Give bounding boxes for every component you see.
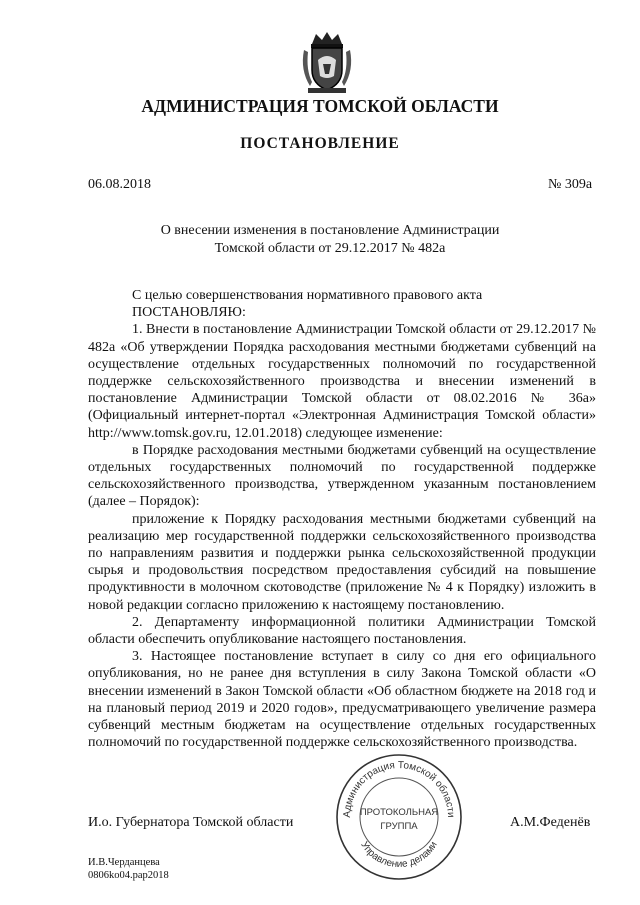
subject-line-1: О внесении изменения в постановление Администрации (160, 223, 500, 238)
organization-title: АДМИНИСТРАЦИЯ ТОМСКОЙ ОБЛАСТИ (141, 96, 499, 116)
protocol-stamp (334, 752, 464, 882)
coat-of-arms-icon (298, 30, 356, 96)
stamp-center-line-2: ГРУППА (380, 821, 418, 832)
signatory-position: И.о. Губернатора Томской области (88, 815, 294, 830)
paragraph-5: 3. Настоящее постановление вступает в силу со дня его официального опубликования, но не ранее дня вступления в силу Закона Томской области «О внесении изменений в Закон Томской области «Об областном бюджете на 2018 год и на плановый период 2019 и 2020 годов», предусматривающего увеличение размера субвенций местным бюджетам на осуществление отдельных государственных полномочий по государственной поддержке сельскохозяйственного производства. (88, 649, 596, 751)
executor-file: 0806ko04.pap2018 (88, 870, 169, 881)
document-subject (140, 222, 520, 258)
paragraph-4: 2. Департаменту информационной политики Администрации Томской области обеспечить опубликование настоящего постановления. (88, 614, 596, 648)
paragraph-2: в Порядке расходования местными бюджетами субвенций на осуществление отдельных государственных полномочий по государственной поддержке сельскохозяйственного производства, утвержденном указанным постановлением (далее – Порядок): (88, 442, 596, 510)
svg-text:Управление делами (358, 840, 439, 870)
executor-name: И.В.Черданцева (88, 857, 160, 868)
paragraph-1: 1. Внести в постановление Администрации Томской области от 29.12.2017 № 482а «Об утверждении Порядка расходования местными бюджетами субвенций на осуществление отдельных государственных полномочий по государственной поддержке сельскохозяйственного производства и внесении изменений в постановление Администрации Томской области от 08.02.2016 № 36а» (Официальный интернет-портал «Электронная Администрация Томской области» http://www.tomsk.gov.ru, 12.01.2018) следующее изменение: (88, 322, 596, 441)
executor-block (88, 856, 169, 882)
stamp-ring-top: Администрация Томской области (341, 759, 457, 818)
subject-line-2: Томской области от 29.12.2017 № 482а (214, 241, 446, 256)
document-number: № 309а (548, 177, 593, 192)
document-body (88, 287, 596, 751)
decree-line: ПОСТАНОВЛЯЮ: (132, 305, 246, 321)
document-type: ПОСТАНОВЛЕНИЕ (240, 135, 400, 152)
document-date: 06.08.2018 (88, 177, 151, 192)
stamp-center-line-1: ПРОТОКОЛЬНАЯ (359, 807, 439, 818)
purpose-line: С целью совершенствования нормативного правового акта (132, 288, 483, 303)
stamp-ring-bottom: Управление делами (358, 839, 440, 871)
signatory-name: А.М.Феденёв (510, 815, 591, 830)
paragraph-3: приложение к Порядку расходования местными бюджетами субвенций на реализацию мер государственной поддержки сельскохозяйственного производства по направлениям развития и поддержки рынка сельскохозяйственной продукции сырья и продовольствия посредством предоставления субсидий на повышение продуктивности в молочном скотоводстве (приложение № 4 к Порядку) изложить в новой редакции согласно приложению к настоящему постановлению. (88, 511, 596, 613)
